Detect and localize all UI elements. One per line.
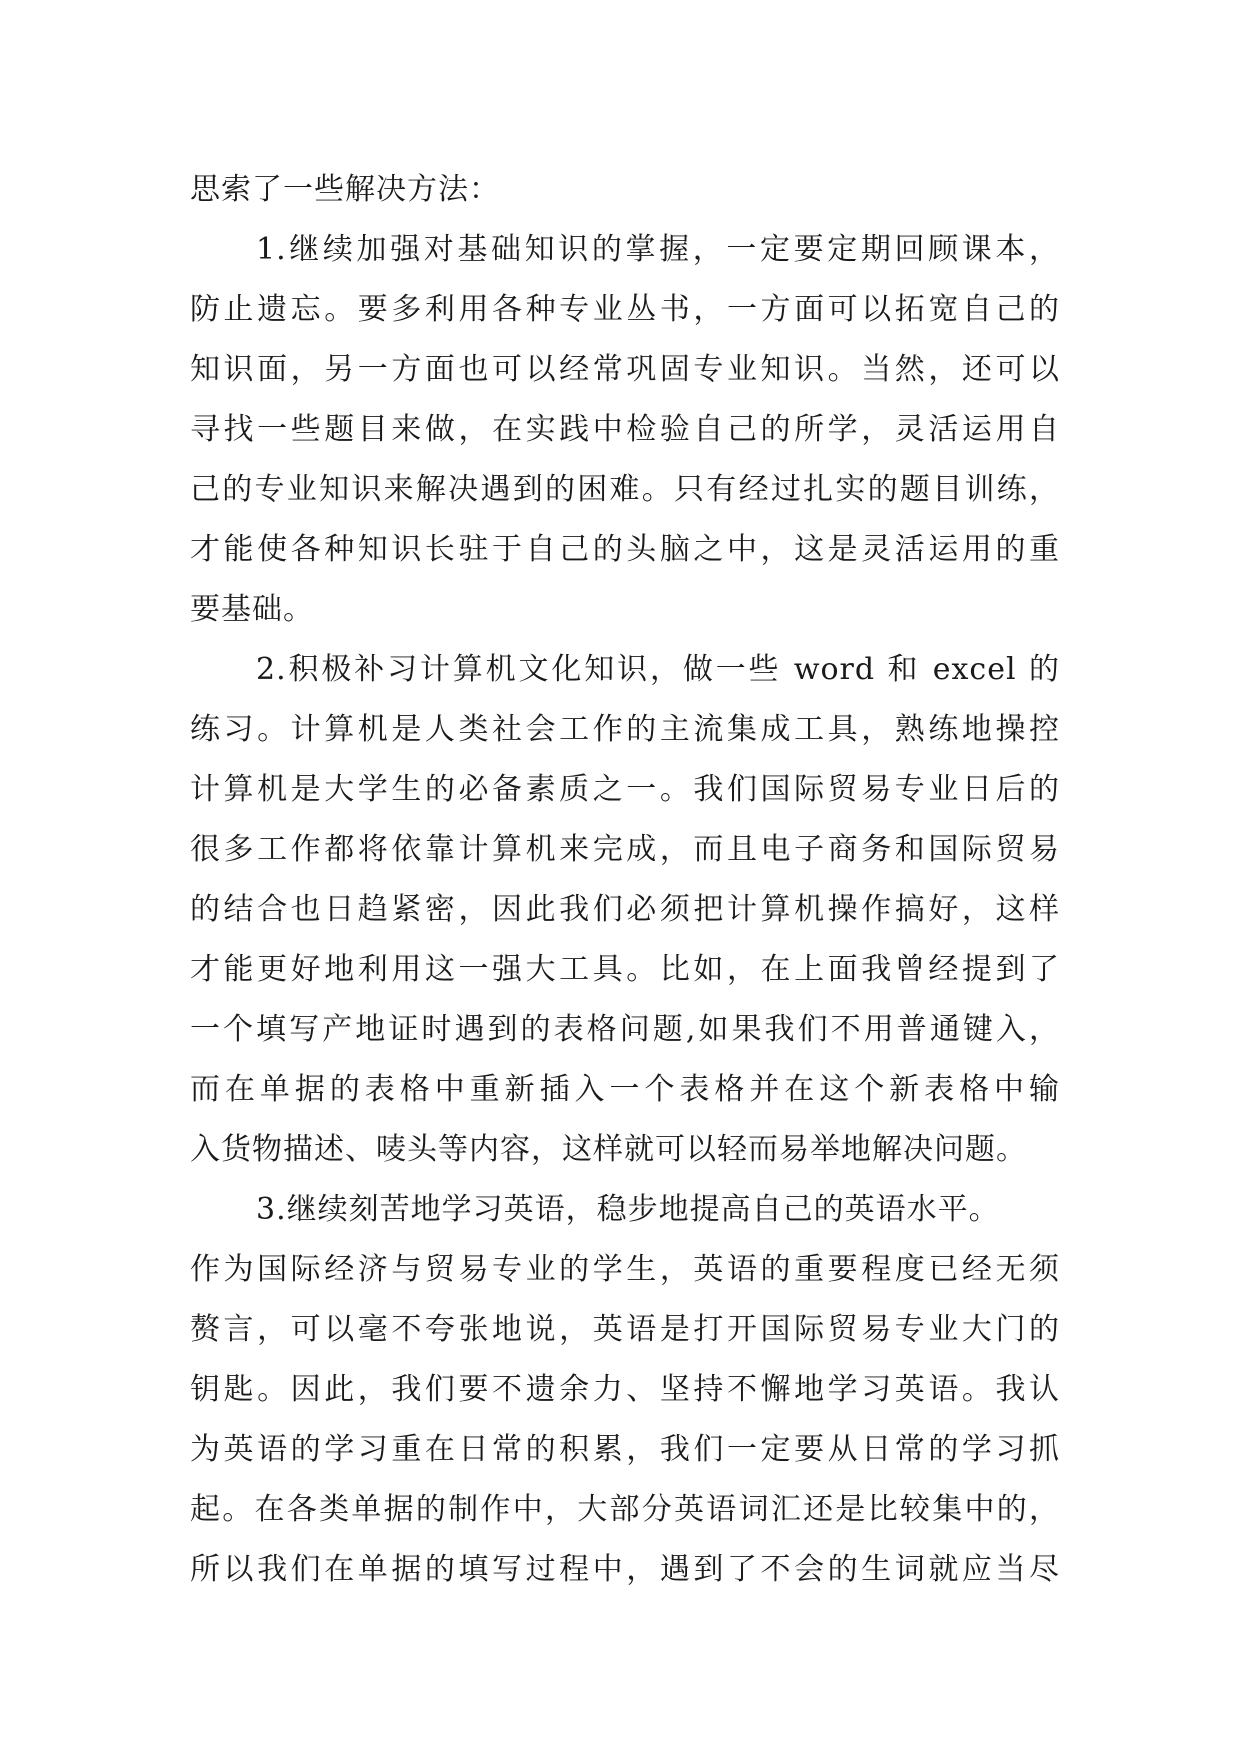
text-line: 练习。计算机是人类社会工作的主流集成工具，熟练地操控 [190, 712, 1060, 747]
text-line: 很多工作都将依靠计算机来完成，而且电子商务和国际贸易 [190, 832, 1060, 867]
text-line: 所以我们在单据的填写过程中，遇到了不会的生词就应当尽 [190, 1552, 1060, 1587]
text-line: 寻找一些题目来做，在实践中检验自己的所学，灵活运用自 [190, 412, 1060, 447]
text-line: 钥匙。因此，我们要不遗余力、坚持不懈地学习英语。我认 [190, 1372, 1060, 1407]
text-line: 防止遗忘。要多利用各种专业丛书，一方面可以拓宽自己的 [190, 292, 1060, 327]
text-line: 计算机是大学生的必备素质之一。我们国际贸易专业日后的 [190, 772, 1060, 807]
text-line: 入货物描述、唛头等内容，这样就可以轻而易举地解决问题。 [190, 1132, 1027, 1167]
text-line: 的结合也日趋紧密，因此我们必须把计算机操作搞好，这样 [190, 892, 1060, 927]
text-line: 赘言，可以毫不夸张地说，英语是打开国际贸易专业大门的 [190, 1312, 1060, 1347]
text-line: 一个填写产地证时遇到的表格问题,如果我们不用普通键入， [190, 1012, 1060, 1047]
text-line: 思索了一些解决方法： [190, 172, 500, 207]
list-item-2-line: 2.积极补习计算机文化知识，做一些 word 和 excel 的 [256, 652, 1060, 687]
list-item-3-line: 3.继续刻苦地学习英语，稳步地提高自己的英语水平。 [256, 1192, 1000, 1227]
text-line: 为英语的学习重在日常的积累，我们一定要从日常的学习抓 [190, 1432, 1060, 1467]
document-body [190, 160, 1060, 1600]
list-item-1-line: 1.继续加强对基础知识的掌握，一定要定期回顾课本， [256, 232, 1060, 267]
text-line: 才能使各种知识长驻于自己的头脑之中，这是灵活运用的重 [190, 532, 1060, 567]
text-line: 起。在各类单据的制作中，大部分英语词汇还是比较集中的， [190, 1492, 1060, 1527]
text-line: 知识面，另一方面也可以经常巩固专业知识。当然，还可以 [190, 352, 1060, 387]
text-line: 而在单据的表格中重新插入一个表格并在这个新表格中输 [190, 1072, 1060, 1107]
text-line: 作为国际经济与贸易专业的学生，英语的重要程度已经无须 [190, 1252, 1060, 1287]
text-line: 才能更好地利用这一强大工具。比如，在上面我曾经提到了 [190, 952, 1060, 987]
text-line: 己的专业知识来解决遇到的困难。只有经过扎实的题目训练， [190, 472, 1060, 507]
text-line: 要基础。 [190, 592, 314, 627]
